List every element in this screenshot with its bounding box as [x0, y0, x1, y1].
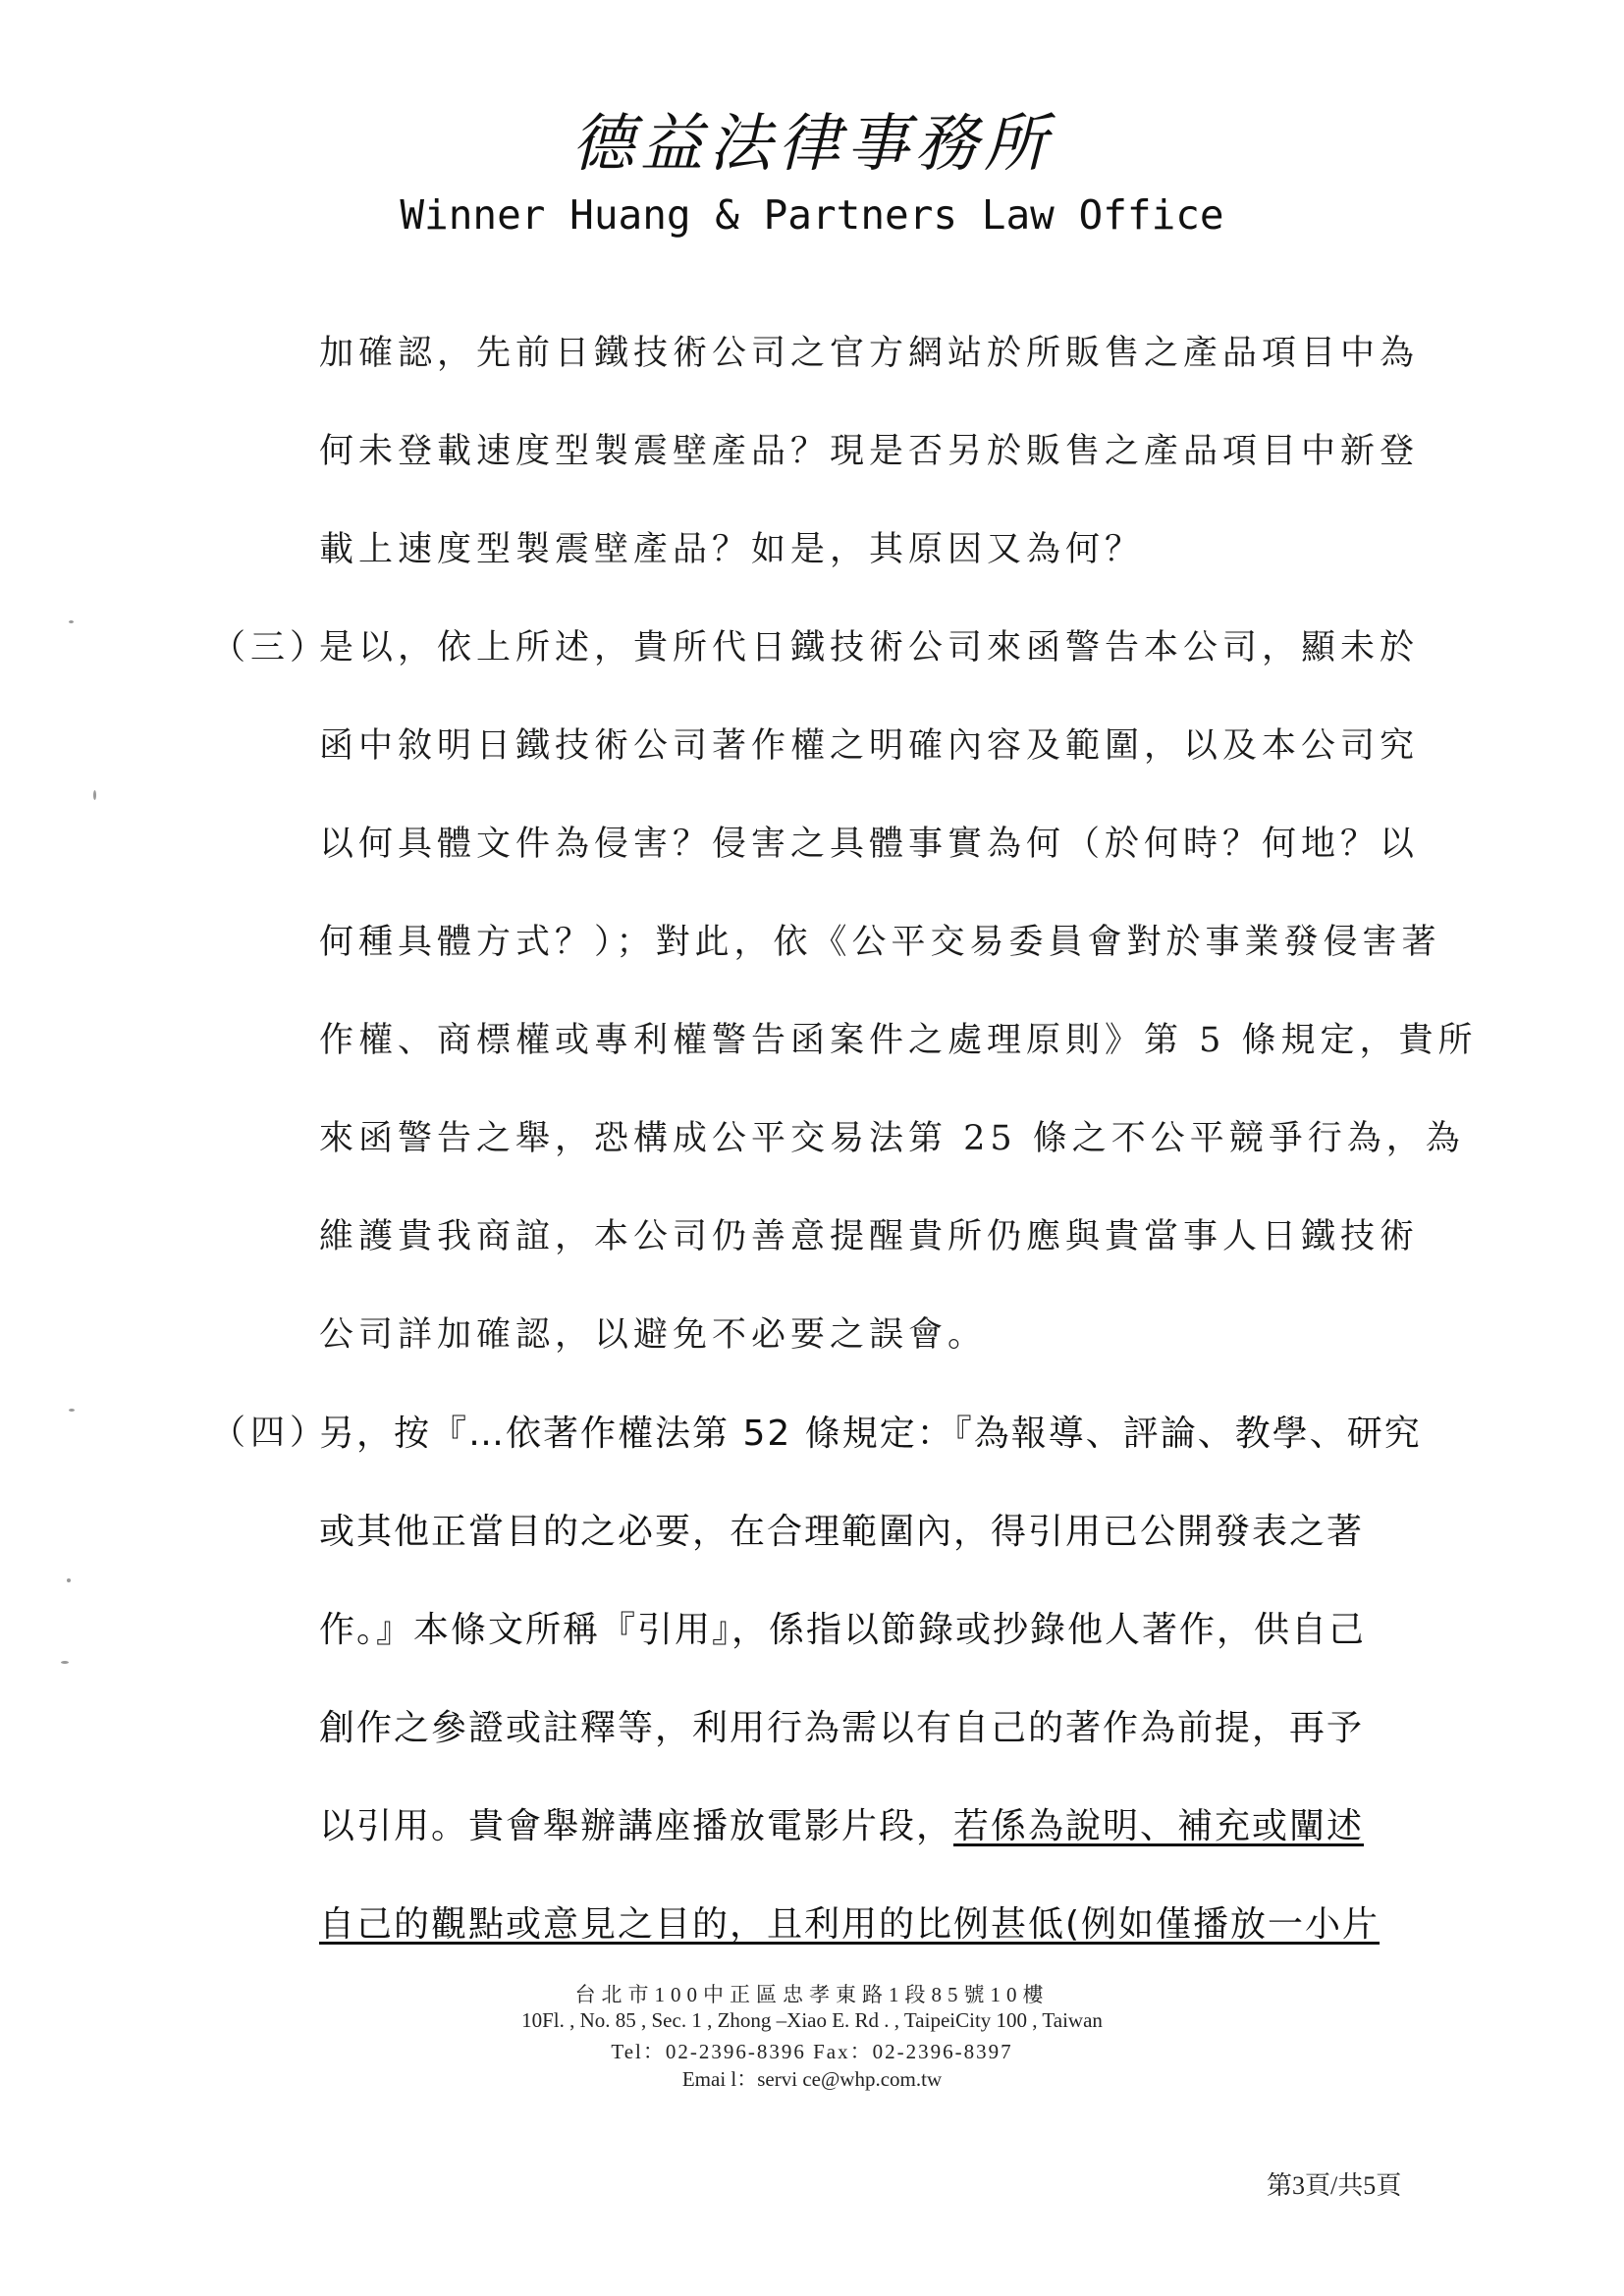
section-3-line: 維護貴我商誼，本公司仍善意提醒貴所仍應與貴當事人日鐵技術: [319, 1217, 1420, 1256]
scan-speck: [67, 1578, 71, 1582]
firm-logo-calligraphy: 德益法律事務所: [571, 108, 1053, 181]
section-3-line: 函中敘明日鐵技術公司著作權之明確內容及範圍，以及本公司究: [319, 726, 1420, 766]
body-line: 加確認，先前日鐵技術公司之官方網站於所販售之產品項目中為: [319, 334, 1420, 373]
section-4-underlined-text: 自己的觀點或意見之目的，且利用的比例甚低(例如僅播放一小片: [319, 1904, 1380, 1945]
scan-speck: [69, 620, 74, 623]
section-4-line: 另，按『…依著作權法第 52 條規定：『為報導、評論、教學、研究: [319, 1414, 1422, 1454]
section-4-plain-text: 以引用。貴會舉辦講座播放電影片段，: [319, 1806, 954, 1846]
section-3-line: 公司詳加確認，以避免不必要之誤會。: [319, 1315, 988, 1355]
section-3-line: 是以，依上所述，貴所代日鐵技術公司來函警告本公司，顯未於: [319, 628, 1420, 667]
scan-speck: [61, 1661, 69, 1664]
footer-tel-fax: Tel：02-2396-8396 Fax：02-2396-8397: [611, 2040, 1013, 2063]
section-4-line: [319, 1798, 1364, 1848]
page-number: 第3頁/共5頁: [1267, 2171, 1402, 2200]
section-4-underlined-text: 若係為說明、補充或闡述: [953, 1806, 1365, 1846]
scan-speck: [93, 790, 96, 800]
section-3-line: 作權、商標權或專利權警告函案件之處理原則》第 5 條規定，貴所: [319, 1021, 1478, 1060]
body-line: 載上速度型製震壁產品？如是，其原因又為何？: [319, 530, 1145, 569]
footer-address-chinese: 台北市100中正區忠孝東路1段85號10樓: [574, 1983, 1050, 2006]
section-3-line: 以何具體文件為侵害？侵害之具體事實為何（於何時？何地？以: [319, 825, 1420, 864]
section-3-line: 何種具體方式？）；對此，依《公平交易委員會對於事業發侵害著: [319, 923, 1441, 962]
section-4-marker: （四）: [211, 1414, 330, 1453]
firm-name-english: Winner Huang & Partners Law Office: [400, 191, 1224, 239]
section-4-line: [319, 1896, 1380, 1947]
body-line: 何未登載速度型製震壁產品？現是否另於販售之產品項目中新登: [319, 432, 1420, 471]
section-3-marker: （三）: [211, 628, 330, 667]
scan-speck: [69, 1409, 75, 1412]
section-3-line: 來函警告之舉，恐構成公平交易法第 25 條之不公平競爭行為，為: [319, 1119, 1465, 1158]
footer-address-english: 10Fl. , No. 85 , Sec. 1 , Zhong –Xiao E. Rd . , TaipeiCity 100 , Taiwan: [521, 2008, 1103, 2032]
section-4-line: 創作之參證或註釋等，利用行為需以有自己的著作為前提，再予: [319, 1708, 1365, 1748]
footer-email: Emai l：servi ce@whp.com.tw: [681, 2067, 943, 2091]
section-4-line: 或其他正當目的之必要，在合理範圍內，得引用已公開發表之著: [319, 1512, 1365, 1552]
section-4-line: 作。』本條文所稱『引用』，係指以節錄或抄錄他人著作，供自己: [319, 1610, 1367, 1650]
